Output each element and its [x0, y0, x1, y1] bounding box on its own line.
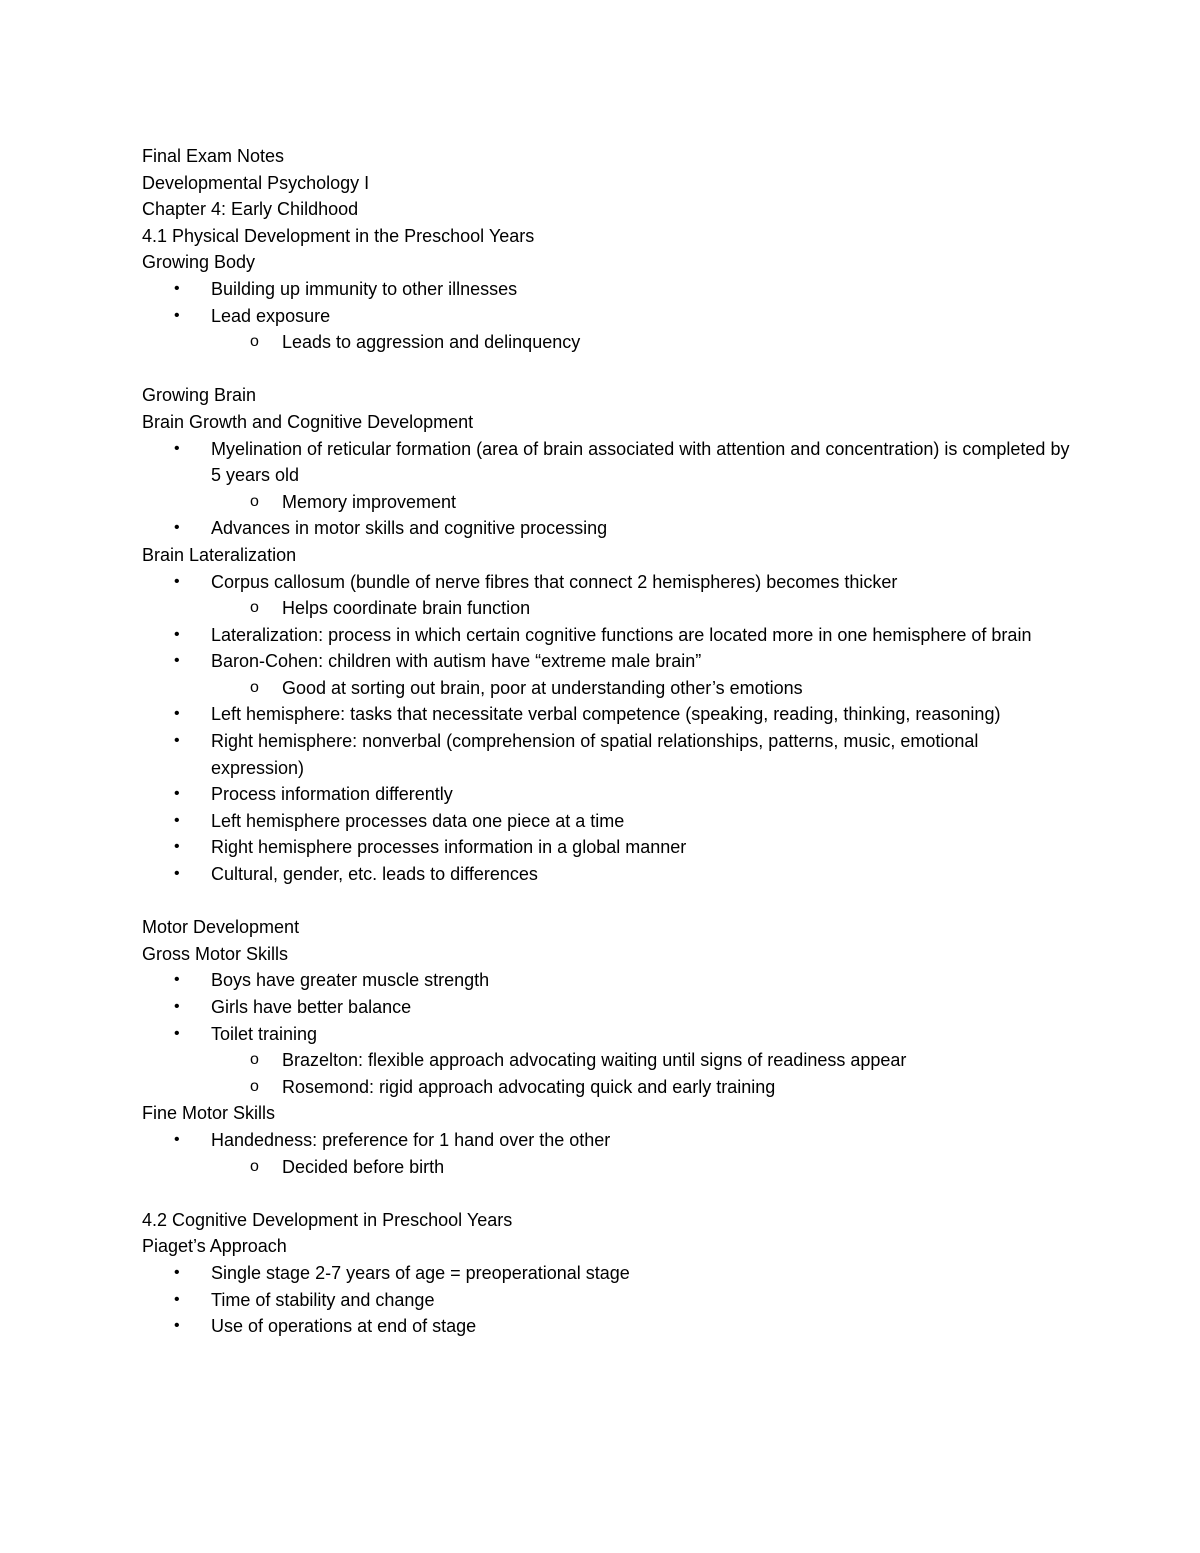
bullet-marker-icon: •	[174, 572, 180, 590]
text-line	[142, 196, 1072, 223]
bullet-item	[142, 1127, 1072, 1154]
blank-line	[142, 356, 1072, 383]
bullet-marker-icon: •	[174, 652, 180, 670]
text-line	[142, 409, 1072, 436]
bullet-marker-icon: •	[174, 1130, 180, 1148]
bullet-item	[142, 861, 1072, 888]
blank-line	[142, 1180, 1072, 1207]
text-line	[142, 143, 1072, 170]
bullet-item	[142, 994, 1072, 1021]
blank-line	[142, 888, 1072, 915]
line-text: Growing Brain	[142, 385, 257, 406]
bullet-item	[142, 781, 1072, 808]
sub-bullet-item	[142, 595, 1072, 622]
item-text: Right hemisphere: nonverbal (comprehension of spatial relationships, patterns, music, emotional expression)	[211, 731, 979, 778]
bullet-marker-icon: •	[174, 785, 180, 803]
bullet-item	[142, 1260, 1072, 1287]
bullet-marker-icon: •	[174, 865, 180, 883]
sub-bullet-item	[142, 489, 1072, 516]
item-text: Rosemond: rigid approach advocating quick and early training	[282, 1076, 776, 1097]
bullet-marker-icon: •	[174, 519, 180, 537]
item-text: Lead exposure	[211, 305, 331, 326]
item-text: Lateralization: process in which certain cognitive functions are located more in one hemisphere of brain	[211, 624, 1032, 645]
sub-bullet-marker-icon: o	[250, 678, 259, 696]
bullet-item	[142, 808, 1072, 835]
item-text: Advances in motor skills and cognitive processing	[211, 518, 608, 539]
line-text: Brain Lateralization	[142, 544, 297, 565]
item-text: Myelination of reticular formation (area of brain associated with attention and concentration) is completed by 5 years old	[211, 438, 1070, 486]
sub-bullet-marker-icon: o	[250, 492, 259, 510]
line-text: Motor Development	[142, 917, 300, 938]
text-line	[142, 914, 1072, 941]
line-text: Piaget’s Approach	[142, 1236, 287, 1257]
item-text: Corpus callosum (bundle of nerve fibres that connect 2 hemispheres) becomes thicker	[211, 571, 898, 592]
document-page	[142, 143, 1072, 1340]
item-text: Left hemisphere: tasks that necessitate verbal competence (speaking, reading, thinking, reasoning)	[211, 704, 1001, 725]
item-text: Right hemisphere processes information in a global manner	[211, 837, 687, 858]
text-line	[142, 1207, 1072, 1234]
item-text: Baron-Cohen: children with autism have “extreme male brain”	[211, 651, 702, 672]
bullet-item	[142, 834, 1072, 861]
item-text: Building up immunity to other illnesses	[211, 278, 518, 299]
line-text: Fine Motor Skills	[142, 1103, 276, 1124]
sub-bullet-marker-icon: o	[250, 1157, 259, 1175]
line-text: Brain Growth and Cognitive Development	[142, 411, 474, 432]
bullet-item	[142, 1287, 1072, 1314]
line-text: 4.2 Cognitive Development in Preschool Years	[142, 1209, 513, 1230]
text-line	[142, 1233, 1072, 1260]
item-text: Decided before birth	[282, 1156, 445, 1177]
bullet-marker-icon: •	[174, 1317, 180, 1335]
item-text: Process information differently	[211, 784, 453, 805]
item-text: Time of stability and change	[211, 1289, 435, 1310]
item-text: Handedness: preference for 1 hand over the other	[211, 1129, 611, 1150]
bullet-item	[142, 622, 1072, 649]
text-line	[142, 223, 1072, 250]
text-line	[142, 542, 1072, 569]
item-text: Left hemisphere processes data one piece at a time	[211, 810, 625, 831]
text-line	[142, 170, 1072, 197]
bullet-item	[142, 648, 1072, 675]
bullet-item	[142, 276, 1072, 303]
bullet-marker-icon: •	[174, 1024, 180, 1042]
sub-bullet-item	[142, 1154, 1072, 1181]
sub-bullet-marker-icon: o	[250, 333, 259, 351]
bullet-marker-icon: •	[174, 732, 180, 750]
item-text: Memory improvement	[282, 491, 457, 512]
item-text: Single stage 2-7 years of age = preoperational stage	[211, 1262, 630, 1283]
bullet-item	[142, 1021, 1072, 1048]
bullet-item	[142, 728, 1072, 781]
item-text: Brazelton: flexible approach advocating waiting until signs of readiness appear	[282, 1050, 907, 1071]
bullet-item	[142, 436, 1072, 489]
sub-bullet-item	[142, 329, 1072, 356]
sub-bullet-marker-icon: o	[250, 599, 259, 617]
item-text: Girls have better balance	[211, 997, 412, 1017]
bullet-item	[142, 967, 1072, 994]
sub-bullet-item	[142, 1074, 1072, 1101]
line-text: Final Exam Notes	[142, 146, 285, 166]
sub-bullet-item	[142, 675, 1072, 702]
bullet-marker-icon: •	[174, 998, 180, 1015]
bullet-item	[142, 1313, 1072, 1340]
line-text: Developmental Psychology I	[142, 172, 370, 193]
text-line	[142, 249, 1072, 276]
line-text: Growing Body	[142, 252, 256, 273]
bullet-marker-icon: •	[174, 625, 180, 643]
text-line	[142, 382, 1072, 409]
line-text: Chapter 4: Early Childhood	[142, 199, 359, 220]
sub-bullet-marker-icon: o	[250, 1077, 259, 1095]
bullet-item	[142, 701, 1072, 728]
bullet-marker-icon: •	[174, 1290, 180, 1308]
bullet-item	[142, 569, 1072, 596]
item-text: Cultural, gender, etc. leads to differences	[211, 864, 538, 885]
item-text: Leads to aggression and delinquency	[282, 332, 581, 353]
bullet-marker-icon: •	[174, 306, 180, 324]
sub-bullet-item	[142, 1047, 1072, 1074]
bullet-item	[142, 303, 1072, 330]
line-text: 4.1 Physical Development in the Preschool Years	[142, 225, 535, 246]
text-line	[142, 941, 1072, 968]
item-text: Use of operations at end of stage	[211, 1316, 477, 1337]
item-text: Helps coordinate brain function	[282, 598, 531, 619]
bullet-marker-icon: •	[174, 705, 180, 723]
bullet-item	[142, 515, 1072, 542]
sub-bullet-marker-icon: o	[250, 1051, 259, 1069]
item-text: Boys have greater muscle strength	[211, 970, 490, 991]
bullet-marker-icon: •	[174, 279, 180, 297]
line-text: Gross Motor Skills	[142, 943, 289, 964]
bullet-marker-icon: •	[174, 1263, 180, 1281]
bullet-marker-icon: •	[174, 811, 180, 829]
bullet-marker-icon: •	[174, 971, 180, 989]
bullet-marker-icon: •	[174, 439, 180, 457]
bullet-marker-icon: •	[174, 838, 180, 856]
item-text: Good at sorting out brain, poor at understanding other’s emotions	[282, 677, 803, 698]
text-line	[142, 1100, 1072, 1127]
item-text: Toilet training	[211, 1023, 318, 1044]
